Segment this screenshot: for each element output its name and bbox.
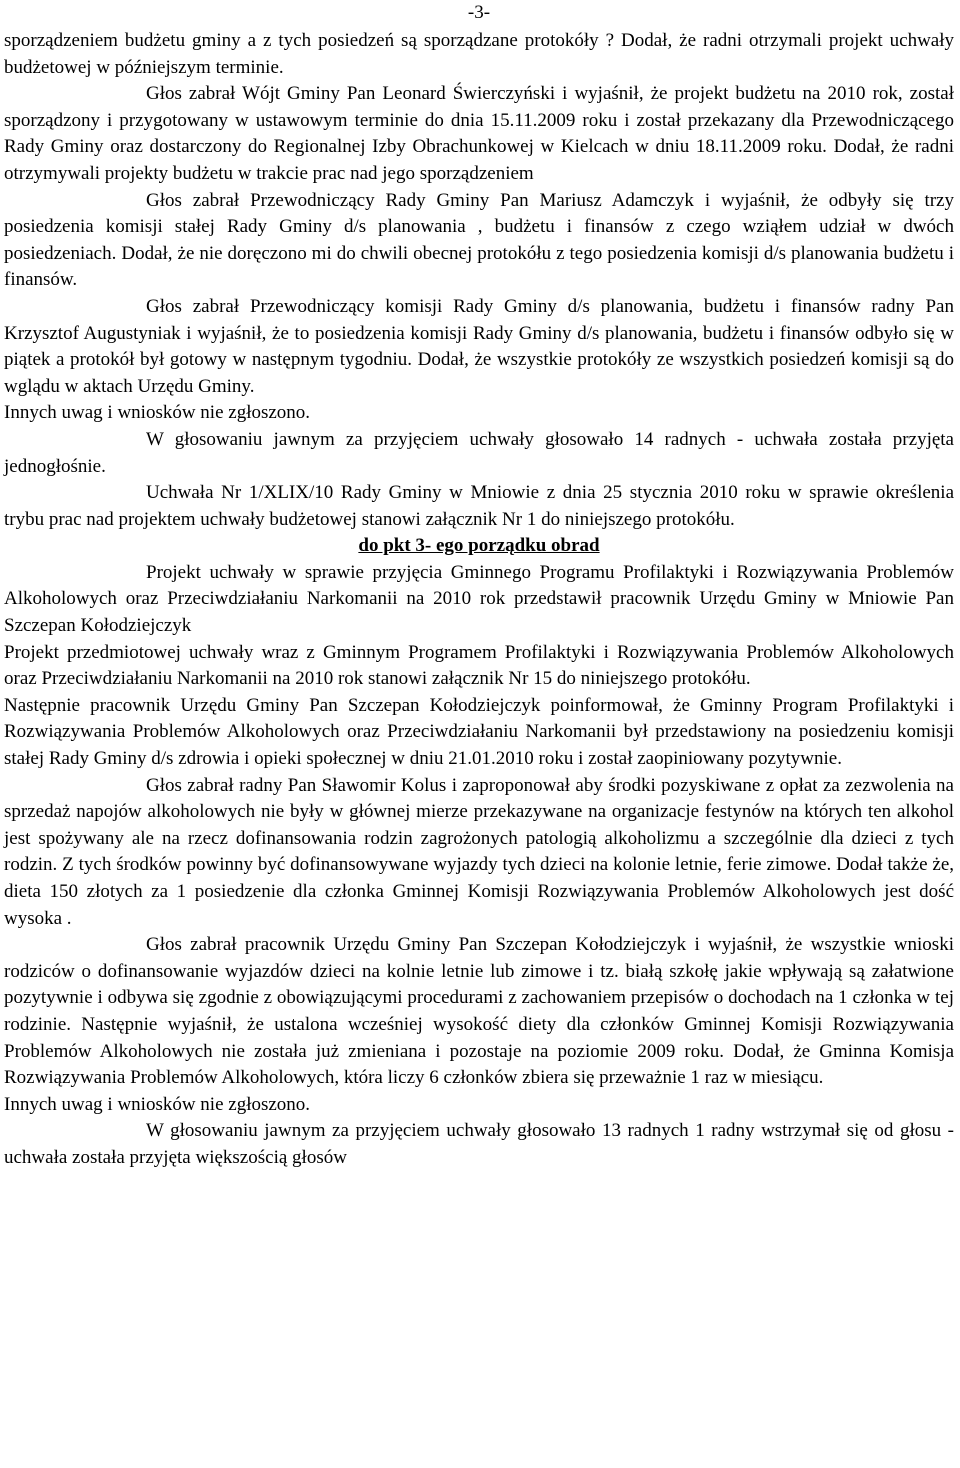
paragraph-vote-result-2: W głosowaniu jawnym za przyjęciem uchwały głosowało 13 radnych 1 radny wstrzymał się od głosu - uchwała została przyjęta większością głosów bbox=[4, 1120, 954, 1168]
paragraph-kolus-proposal: Głos zabrał radny Pan Sławomir Kolus i zaproponował aby środki pozyskiwane z opłat za zezwolenia na sprzedaż napojów alkoholowych nie były w głównej mierze przekazywane na organizacje festynów na których ten alkohol jest spożywany ale na rzecz dofinansowania rodzin zagrożonych patologią alkoholizmu a szczególnie dla dzieci z tych rodzin. Z tych środków powinny być dofinansowywane wyjazdy tych dzieci na kolonie letnie, ferie zimowe. Dodał także że, dieta 150 złotych za 1 posiedzenie dla członka Gminnej Komisji Rozwiązywania Problemów Alkoholowych jest dość wysoka . bbox=[4, 774, 954, 929]
paragraph-kolodziejczyk-reply: Głos zabrał pracownik Urzędu Gminy Pan Szczepan Kołodziejczyk i wyjaśnił, że wszystkie wnioski rodziców o dofinansowanie wyjazdów dzieci na kolnie letnie lub zimowe i tz. białą szkołę jakie wpływają są załatwione pozytywnie i odbywa się zgodnie z obowiązującymi procedurami z zachowaniem przepisów o dochodach na 1 członka w tej rodzinie. Następnie wyjaśnił, że ustalona wcześniej wysokość diety dla członków Gminnej Komisji Rozwiązywania Problemów Alkoholowych nie została już zmieniana i pozostaje na poziomie 2009 roku. Dodał, że Gminna Komisja Rozwiązywania Problemów Alkoholowych, która liczy 6 członków zbiera się przeważnie 1 raz w miesiącu. bbox=[4, 934, 954, 1089]
paragraph-no-remarks: Innych uwag i wniosków nie zgłoszono. bbox=[4, 402, 311, 424]
paragraph-chairman-statement: Głos zabrał Przewodniczący Rady Gminy Pan Mariusz Adamczyk i wyjaśnił, że odbyły się trzy posiedzenia komisji stałej Rady Gminy d/s planowania , budżetu i finansów z czego wziąłem udział w dwóch posiedzeniach. Dodał, że nie doręczono mi do chwili obecnej protokółu z tego posiedzenia komisji d/s planowania budżetu i finansów. bbox=[4, 189, 954, 291]
paragraph-program-info: Następnie pracownik Urzędu Gminy Pan Szczepan Kołodziejczyk poinformował, że Gminny Program Profilaktyki i Rozwiązywania Problemów Alkoholowych oraz Przeciwdziałaniu Narkomanii był przedstawiony na posiedzeniu komisji stałej Rady Gminy d/s zdrowia i opieki społecznej w dniu 21.01.2010 roku i został zaopiniowany pozytywnie. bbox=[4, 694, 954, 770]
paragraph-continuation: sporządzeniem budżetu gminy a z tych posiedzeń są sporządzane protokóły ? Dodał, że radni otrzymali projekt uchwały budżetowej w późniejszym terminie. bbox=[4, 30, 954, 78]
paragraph-no-remarks-2: Innych uwag i wniosków nie zgłoszono. bbox=[4, 1093, 311, 1115]
paragraph-committee-chair-statement: Głos zabrał Przewodniczący komisji Rady Gminy d/s planowania, budżetu i finansów radny Pan Krzysztof Augustyniak i wyjaśnił, że to posiedzenia komisji Rady Gminy d/s planowania, budżetu i finansów odbyło się w piątek a protokół był gotowy w następnym tygodniu. Dodał, że wszystkie protokóły ze wszystkich posiedzeń komisji są do wglądu w aktach Urzędu Gminy. bbox=[4, 295, 954, 397]
page-number: -3- bbox=[467, 2, 491, 23]
paragraph-attachment: Projekt przedmiotowej uchwały wraz z Gminnym Programem Profilaktyki i Rozwiązywania Problemów Alkoholowych oraz Przeciwdziałaniu Narkomanii na 2010 rok stanowi załącznik Nr 15 do niniejszego protokółu. bbox=[4, 641, 954, 690]
paragraph-project-presented: Projekt uchwały w sprawie przyjęcia Gminnego Programu Profilaktyki i Rozwiązywania Problemów Alkoholowych oraz Przeciwdziałaniu Narkomanii na 2010 rok przedstawił pracownik Urzędu Gminy w Mniowie Pan Szczepan Kołodziejczyk bbox=[4, 561, 954, 637]
paragraph-wojt-statement: Głos zabrał Wójt Gminy Pan Leonard Świerczyński i wyjaśnił, że projekt budżetu na 2010 rok, został sporządzony i przygotowany w ustawowym terminie do dnia 15.11.2009 roku i został przekazany dla Przewodniczącego Rady Gminy oraz dostarczony do Regionalnej Izby Obrachunkowej w Kielcach w dniu 18.11.2009 roku. Dodał, że radni otrzymywali projekty budżetu w trakcie prac nad jego sporządzeniem bbox=[4, 83, 954, 184]
paragraph-vote-result: W głosowaniu jawnym za przyjęciem uchwały głosowało 14 radnych - uchwała została przyjęta jednogłośnie. bbox=[4, 428, 954, 477]
section-heading: do pkt 3- ego porządku obrad bbox=[358, 535, 600, 557]
paragraph-resolution: Uchwała Nr 1/XLIX/10 Rady Gminy w Mniowie z dnia 25 stycznia 2010 roku w sprawie określenia trybu prac nad projektem uchwały budżetowej stanowi załącznik Nr 1 do niniejszego protokółu. bbox=[4, 482, 954, 530]
